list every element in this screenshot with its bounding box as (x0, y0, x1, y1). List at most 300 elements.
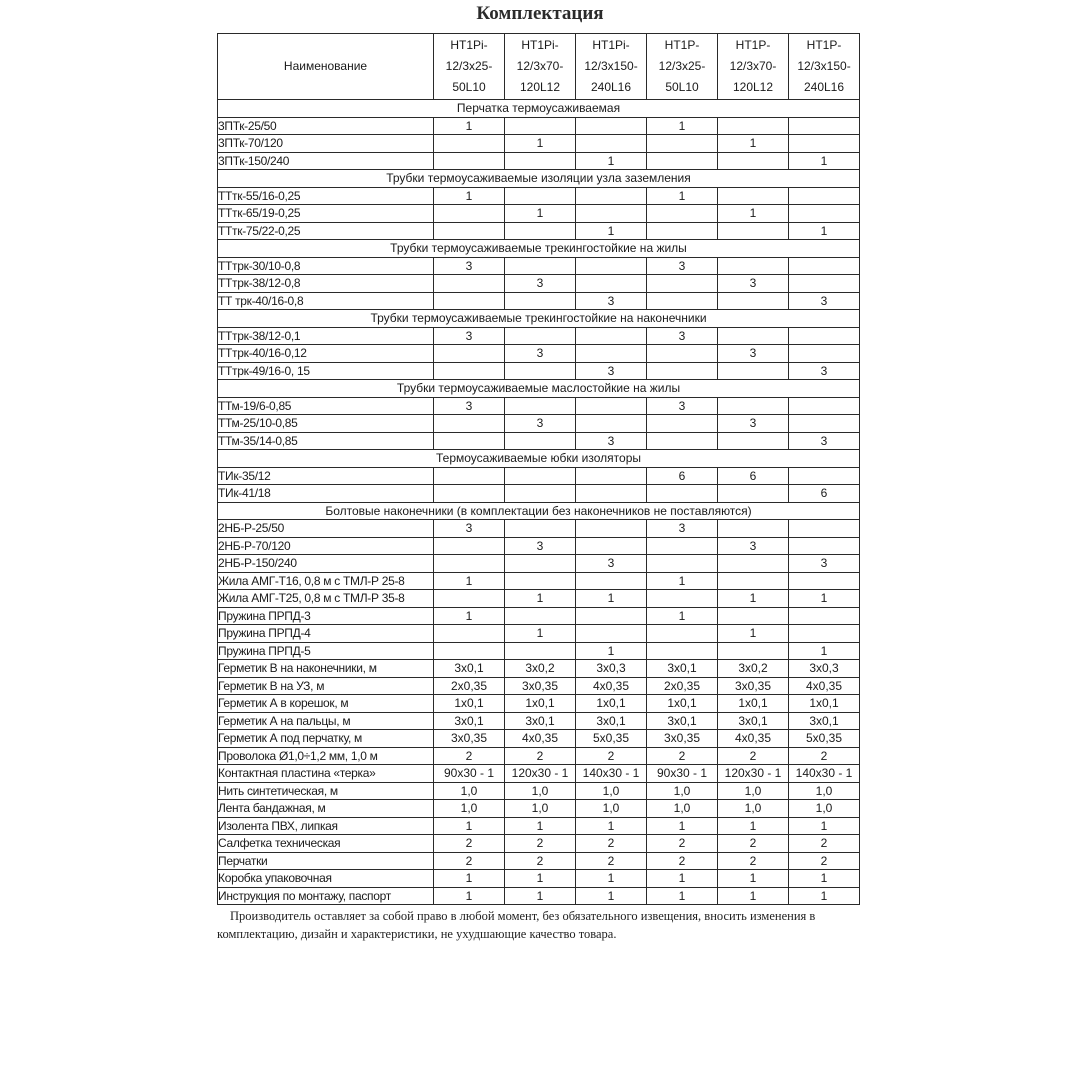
item-quantity (576, 520, 647, 538)
item-quantity (789, 345, 860, 363)
item-quantity (505, 397, 576, 415)
item-quantity (505, 222, 576, 240)
item-quantity (718, 520, 789, 538)
item-quantity: 1 (718, 625, 789, 643)
item-quantity: 3 (505, 345, 576, 363)
item-quantity: 1 (576, 870, 647, 888)
item-quantity (434, 590, 505, 608)
column-header-model: HT1Pi- 12/3x25- 50L10 (434, 34, 505, 100)
item-quantity (505, 607, 576, 625)
item-quantity: 5x0,35 (789, 730, 860, 748)
item-quantity (718, 152, 789, 170)
section-title: Трубки термоусаживаемые трекингостойкие на жилы (218, 240, 860, 258)
item-quantity: 120x30 - 1 (718, 765, 789, 783)
item-quantity (789, 537, 860, 555)
item-quantity: 3 (647, 397, 718, 415)
item-quantity (576, 485, 647, 503)
item-quantity (434, 222, 505, 240)
item-quantity: 2 (505, 852, 576, 870)
section-row (218, 450, 860, 468)
item-quantity (576, 397, 647, 415)
section-title: Перчатка термоусаживаемая (218, 100, 860, 118)
item-quantity: 1 (576, 642, 647, 660)
item-quantity: 1 (789, 590, 860, 608)
item-quantity: 6 (718, 467, 789, 485)
table-row (218, 835, 860, 853)
item-quantity: 3 (647, 327, 718, 345)
item-quantity (576, 117, 647, 135)
item-quantity (434, 135, 505, 153)
item-quantity: 1 (505, 817, 576, 835)
table-row (218, 870, 860, 888)
item-quantity: 2 (434, 747, 505, 765)
column-header-model: HT1Pi- 12/3x70- 120L12 (505, 34, 576, 100)
kit-table (217, 33, 860, 905)
item-quantity: 5x0,35 (576, 730, 647, 748)
item-quantity (789, 520, 860, 538)
section-title: Болтовые наконечники (в комплектации без наконечников не поставляются) (218, 502, 860, 520)
item-quantity: 1 (434, 187, 505, 205)
item-quantity (505, 555, 576, 573)
item-name: Контактная пластина «терка» (218, 765, 434, 783)
item-quantity (647, 415, 718, 433)
item-quantity (647, 642, 718, 660)
item-quantity: 1 (718, 817, 789, 835)
section-row (218, 502, 860, 520)
item-quantity: 3 (718, 537, 789, 555)
item-quantity (647, 432, 718, 450)
item-quantity: 3 (576, 432, 647, 450)
section-title: Трубки термоусаживаемые трекингостойкие на наконечники (218, 310, 860, 328)
item-quantity: 3x0,1 (647, 712, 718, 730)
item-quantity: 1 (434, 607, 505, 625)
item-quantity: 1 (718, 205, 789, 223)
item-quantity: 3x0,3 (576, 660, 647, 678)
item-quantity: 1 (647, 817, 718, 835)
table-row (218, 782, 860, 800)
table-row (218, 765, 860, 783)
table-row (218, 695, 860, 713)
table-row (218, 117, 860, 135)
item-quantity: 1 (505, 590, 576, 608)
item-quantity: 1,0 (718, 800, 789, 818)
item-quantity (647, 135, 718, 153)
item-quantity: 1x0,1 (505, 695, 576, 713)
item-quantity (789, 205, 860, 223)
item-quantity (789, 607, 860, 625)
item-quantity: 3 (789, 362, 860, 380)
item-quantity: 90x30 - 1 (647, 765, 718, 783)
item-quantity (505, 152, 576, 170)
item-quantity: 1,0 (718, 782, 789, 800)
column-header-model: HT1Pi- 12/3x150- 240L16 (576, 34, 647, 100)
item-name: Инструкция по монтажу, паспорт (218, 887, 434, 905)
page-title: Комплектация (476, 3, 604, 24)
item-quantity: 1x0,1 (718, 695, 789, 713)
table-row (218, 327, 860, 345)
item-quantity: 3 (434, 257, 505, 275)
item-quantity (505, 327, 576, 345)
item-quantity: 1x0,1 (647, 695, 718, 713)
item-quantity: 3 (434, 327, 505, 345)
item-quantity: 2 (647, 852, 718, 870)
item-quantity: 1,0 (505, 782, 576, 800)
item-quantity: 120x30 - 1 (505, 765, 576, 783)
item-quantity (576, 625, 647, 643)
item-quantity: 3 (647, 257, 718, 275)
item-quantity: 1 (789, 870, 860, 888)
item-quantity: 3x0,35 (434, 730, 505, 748)
item-quantity: 3 (505, 415, 576, 433)
column-header-model: HT1P- 12/3x150- 240L16 (789, 34, 860, 100)
item-name: Перчатки (218, 852, 434, 870)
item-quantity (434, 275, 505, 293)
item-quantity: 1 (505, 870, 576, 888)
item-quantity (718, 222, 789, 240)
item-quantity (647, 537, 718, 555)
item-name: ТТтрк-38/12-0,8 (218, 275, 434, 293)
item-quantity: 3x0,1 (718, 712, 789, 730)
table-row (218, 257, 860, 275)
item-quantity (434, 537, 505, 555)
item-quantity (647, 292, 718, 310)
item-quantity (434, 345, 505, 363)
item-quantity: 1 (718, 135, 789, 153)
item-quantity: 3 (576, 555, 647, 573)
item-quantity: 1 (434, 887, 505, 905)
item-quantity: 3x0,35 (718, 677, 789, 695)
item-quantity (647, 222, 718, 240)
table-row (218, 607, 860, 625)
table-row (218, 817, 860, 835)
item-quantity: 1 (576, 817, 647, 835)
item-quantity (505, 642, 576, 660)
table-row (218, 152, 860, 170)
item-name: Коробка упаковочная (218, 870, 434, 888)
item-quantity: 1 (789, 152, 860, 170)
item-quantity: 3x0,35 (505, 677, 576, 695)
item-quantity: 3 (647, 520, 718, 538)
table-row (218, 135, 860, 153)
item-quantity (576, 327, 647, 345)
item-quantity: 2 (576, 852, 647, 870)
item-quantity: 1 (434, 817, 505, 835)
item-quantity: 2 (647, 835, 718, 853)
item-quantity (434, 485, 505, 503)
item-quantity (789, 572, 860, 590)
item-quantity: 2 (789, 835, 860, 853)
table-row (218, 362, 860, 380)
item-name: 2НБ-Р-70/120 (218, 537, 434, 555)
item-quantity (718, 362, 789, 380)
item-name: Пружина ПРПД-5 (218, 642, 434, 660)
item-quantity (718, 485, 789, 503)
item-quantity: 3 (718, 415, 789, 433)
item-quantity: 3x0,3 (789, 660, 860, 678)
item-quantity (505, 485, 576, 503)
item-quantity: 3 (505, 537, 576, 555)
item-quantity: 3x0,1 (434, 660, 505, 678)
item-quantity (505, 292, 576, 310)
item-quantity: 1 (434, 117, 505, 135)
item-quantity (576, 572, 647, 590)
item-quantity: 6 (789, 485, 860, 503)
disclaimer-note: Производитель оставляет за собой право в любой момент, без обязательного извещения, вносить изменения в комплектацию, дизайн и характеристики, не ухудшающие качество товара. (217, 909, 816, 941)
table-row (218, 222, 860, 240)
section-row (218, 240, 860, 258)
item-quantity: 2x0,35 (647, 677, 718, 695)
item-name: Жила АМГ-Т16, 0,8 м с ТМЛ-Р 25-8 (218, 572, 434, 590)
item-name: Жила АМГ-Т25, 0,8 м с ТМЛ-Р 35-8 (218, 590, 434, 608)
table-row (218, 660, 860, 678)
item-quantity (505, 467, 576, 485)
item-quantity: 3x0,1 (434, 712, 505, 730)
section-title: Термоусаживаемые юбки изоляторы (218, 450, 860, 468)
item-quantity (718, 327, 789, 345)
table-row (218, 555, 860, 573)
item-quantity: 1,0 (505, 800, 576, 818)
item-quantity (505, 187, 576, 205)
table-row (218, 485, 860, 503)
item-quantity: 1 (576, 887, 647, 905)
item-quantity (576, 467, 647, 485)
table-row (218, 677, 860, 695)
item-quantity: 140x30 - 1 (576, 765, 647, 783)
item-quantity: 1x0,1 (576, 695, 647, 713)
item-quantity (789, 275, 860, 293)
item-quantity: 2 (647, 747, 718, 765)
item-name: Герметик В на наконечники, м (218, 660, 434, 678)
section-row (218, 100, 860, 118)
item-quantity (718, 397, 789, 415)
item-quantity: 2 (576, 835, 647, 853)
item-name: ТТтрк-40/16-0,12 (218, 345, 434, 363)
item-quantity (647, 275, 718, 293)
table-row (218, 642, 860, 660)
item-quantity: 90x30 - 1 (434, 765, 505, 783)
item-quantity: 2 (789, 852, 860, 870)
item-quantity: 2 (576, 747, 647, 765)
item-quantity (789, 327, 860, 345)
item-quantity: 3x0,2 (718, 660, 789, 678)
item-quantity (647, 590, 718, 608)
item-quantity: 1 (434, 870, 505, 888)
section-row (218, 380, 860, 398)
item-quantity (576, 607, 647, 625)
item-quantity: 1,0 (789, 782, 860, 800)
item-quantity (718, 555, 789, 573)
item-name: ТТм-35/14-0,85 (218, 432, 434, 450)
item-quantity (505, 520, 576, 538)
table-row (218, 852, 860, 870)
table-row (218, 467, 860, 485)
item-quantity: 1 (718, 590, 789, 608)
item-quantity: 6 (647, 467, 718, 485)
item-name: Пружина ПРПД-3 (218, 607, 434, 625)
item-quantity (434, 415, 505, 433)
table-row (218, 415, 860, 433)
item-name: ТТ трк-40/16-0,8 (218, 292, 434, 310)
item-quantity: 3x0,1 (789, 712, 860, 730)
item-quantity: 1 (789, 887, 860, 905)
item-quantity (434, 432, 505, 450)
item-quantity: 3 (434, 397, 505, 415)
table-row (218, 712, 860, 730)
item-quantity: 2 (505, 747, 576, 765)
item-quantity: 2x0,35 (434, 677, 505, 695)
item-name: ТТтк-65/19-0,25 (218, 205, 434, 223)
item-quantity: 1 (505, 205, 576, 223)
item-quantity (718, 572, 789, 590)
item-name: 3ПТк-70/120 (218, 135, 434, 153)
item-quantity: 3x0,1 (576, 712, 647, 730)
item-quantity: 1 (505, 625, 576, 643)
item-quantity (789, 397, 860, 415)
item-quantity: 3x0,35 (647, 730, 718, 748)
item-name: Герметик А под перчатку, м (218, 730, 434, 748)
table-row (218, 187, 860, 205)
section-title: Трубки термоусаживаемые маслостойкие на жилы (218, 380, 860, 398)
section-row (218, 170, 860, 188)
item-quantity (434, 642, 505, 660)
item-quantity: 3 (434, 520, 505, 538)
item-quantity (434, 292, 505, 310)
item-name: ТТтк-55/16-0,25 (218, 187, 434, 205)
item-name: Пружина ПРПД-4 (218, 625, 434, 643)
table-header-row (218, 34, 860, 100)
table-row (218, 292, 860, 310)
item-quantity (789, 135, 860, 153)
item-name: ТТтрк-38/12-0,1 (218, 327, 434, 345)
item-name: 3ПТк-150/240 (218, 152, 434, 170)
table-row (218, 747, 860, 765)
item-quantity (576, 257, 647, 275)
item-quantity: 1x0,1 (434, 695, 505, 713)
item-quantity (576, 537, 647, 555)
item-name: ТТтк-75/22-0,25 (218, 222, 434, 240)
item-quantity: 3 (576, 362, 647, 380)
item-quantity: 4x0,35 (718, 730, 789, 748)
item-quantity: 1 (505, 135, 576, 153)
item-quantity: 2 (789, 747, 860, 765)
table-row (218, 397, 860, 415)
item-name: ТТм-19/6-0,85 (218, 397, 434, 415)
table-row (218, 345, 860, 363)
item-name: ТИк-35/12 (218, 467, 434, 485)
section-row (218, 310, 860, 328)
item-quantity (576, 275, 647, 293)
table-row (218, 887, 860, 905)
item-name: Лента бандажная, м (218, 800, 434, 818)
table-row (218, 800, 860, 818)
column-header-model: HT1P- 12/3x70- 120L12 (718, 34, 789, 100)
table-row (218, 572, 860, 590)
item-quantity: 1 (718, 887, 789, 905)
item-quantity (718, 432, 789, 450)
item-quantity (576, 187, 647, 205)
item-quantity: 2 (718, 747, 789, 765)
item-quantity: 2 (434, 852, 505, 870)
item-quantity (789, 257, 860, 275)
item-quantity: 2 (505, 835, 576, 853)
item-quantity (647, 485, 718, 503)
table-row (218, 520, 860, 538)
item-quantity: 1,0 (647, 782, 718, 800)
item-quantity (434, 205, 505, 223)
item-quantity: 3x0,1 (505, 712, 576, 730)
item-quantity (434, 467, 505, 485)
item-quantity (789, 415, 860, 433)
table-row (218, 590, 860, 608)
item-quantity: 1,0 (576, 800, 647, 818)
item-quantity (647, 205, 718, 223)
item-name: Нить синтетическая, м (218, 782, 434, 800)
item-quantity: 3 (789, 432, 860, 450)
item-quantity (576, 135, 647, 153)
item-quantity (789, 467, 860, 485)
item-quantity: 1 (647, 887, 718, 905)
item-quantity (505, 572, 576, 590)
item-quantity (434, 362, 505, 380)
item-quantity: 4x0,35 (789, 677, 860, 695)
item-quantity: 3 (505, 275, 576, 293)
item-quantity (718, 187, 789, 205)
item-quantity: 1,0 (647, 800, 718, 818)
item-quantity: 3 (789, 292, 860, 310)
item-name: 2НБ-Р-150/240 (218, 555, 434, 573)
item-quantity: 1 (576, 152, 647, 170)
item-quantity (434, 555, 505, 573)
item-quantity: 1x0,1 (789, 695, 860, 713)
table-row (218, 730, 860, 748)
item-quantity (718, 607, 789, 625)
item-name: 3ПТк-25/50 (218, 117, 434, 135)
item-name: 2НБ-Р-25/50 (218, 520, 434, 538)
item-quantity: 4x0,35 (576, 677, 647, 695)
table-row (218, 205, 860, 223)
item-quantity: 3 (718, 275, 789, 293)
item-quantity: 1 (647, 870, 718, 888)
item-quantity: 3x0,2 (505, 660, 576, 678)
item-quantity (576, 205, 647, 223)
item-quantity (505, 117, 576, 135)
table-row (218, 275, 860, 293)
item-quantity (576, 345, 647, 363)
item-quantity: 3x0,1 (647, 660, 718, 678)
item-quantity: 1 (505, 887, 576, 905)
item-quantity (434, 152, 505, 170)
item-quantity: 1 (647, 187, 718, 205)
item-name: Салфетка техническая (218, 835, 434, 853)
table-body (218, 100, 860, 905)
item-name: Герметик А на пальцы, м (218, 712, 434, 730)
item-quantity (789, 625, 860, 643)
item-quantity (505, 362, 576, 380)
item-quantity: 1,0 (789, 800, 860, 818)
item-quantity: 3 (789, 555, 860, 573)
item-name: Герметик В на УЗ, м (218, 677, 434, 695)
item-quantity (505, 257, 576, 275)
item-name: Изолента ПВХ, липкая (218, 817, 434, 835)
item-name: Герметик А в корешок, м (218, 695, 434, 713)
item-name: ТИк-41/18 (218, 485, 434, 503)
item-quantity (647, 625, 718, 643)
item-quantity: 2 (718, 835, 789, 853)
item-quantity: 1 (789, 817, 860, 835)
item-quantity: 2 (434, 835, 505, 853)
item-quantity: 1 (434, 572, 505, 590)
item-quantity (718, 257, 789, 275)
